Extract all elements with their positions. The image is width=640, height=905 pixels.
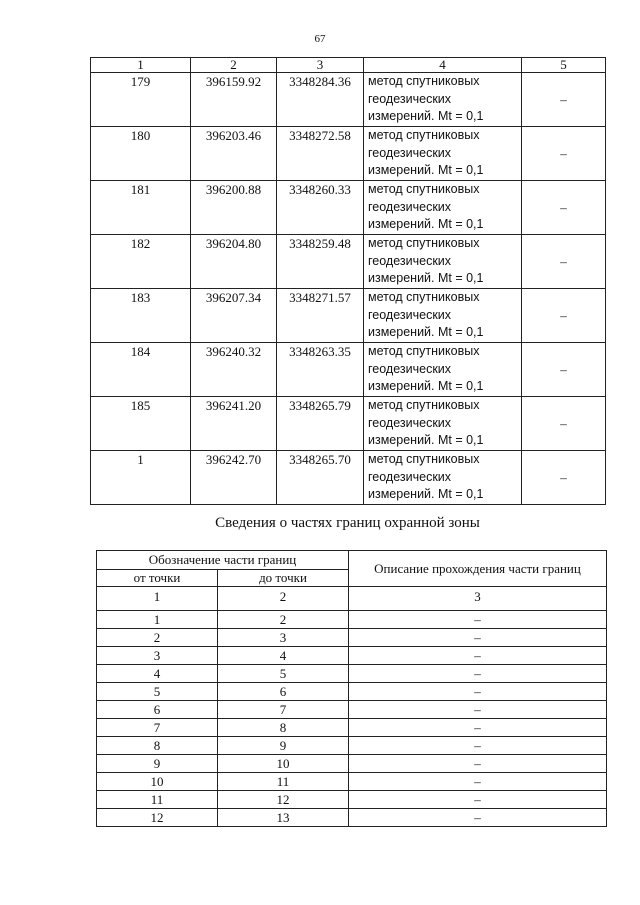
x-coordinate-cell: 396240.32 — [191, 343, 277, 397]
coordinates-row — [91, 181, 606, 235]
to-point-cell: 4 — [218, 647, 349, 665]
to-point-cell: 3 — [218, 629, 349, 647]
boundary-parts-table — [96, 550, 607, 827]
to-point-cell: 10 — [218, 755, 349, 773]
coordinates-row — [91, 127, 606, 181]
description-cell: – — [349, 719, 607, 737]
method-cell — [364, 181, 522, 235]
method-cell — [364, 235, 522, 289]
point-number-cell: 183 — [91, 289, 191, 343]
to-point-cell: 12 — [218, 791, 349, 809]
method-line: метод спутниковых — [368, 74, 480, 88]
coordinates-col-5-header: 5 — [522, 58, 606, 73]
description-cell: – — [349, 791, 607, 809]
parts-number-cell: 1 — [97, 587, 218, 611]
to-point-cell: 2 — [218, 611, 349, 629]
point-number-cell: 180 — [91, 127, 191, 181]
y-coordinate-cell: 3348260.33 — [277, 181, 364, 235]
coordinates-col-1-header: 1 — [91, 58, 191, 73]
to-point-cell: 11 — [218, 773, 349, 791]
parts-number-cell: 2 — [218, 587, 349, 611]
method-line: геодезических — [368, 361, 452, 376]
x-coordinate-cell: 396204.80 — [191, 235, 277, 289]
parts-row — [97, 755, 607, 773]
parts-row — [97, 647, 607, 665]
method-line: метод спутниковых — [368, 452, 480, 466]
to-point-cell: 8 — [218, 719, 349, 737]
coordinates-row — [91, 235, 606, 289]
method-line: геодезических — [368, 253, 452, 268]
parts-row — [97, 791, 607, 809]
from-point-cell: 11 — [97, 791, 218, 809]
from-point-cell: 12 — [97, 809, 218, 827]
coordinates-row — [91, 289, 606, 343]
method-line: метод спутниковых — [368, 236, 480, 250]
description-cell: – — [349, 611, 607, 629]
x-coordinate-cell: 396159.92 — [191, 73, 277, 127]
y-coordinate-cell: 3348265.70 — [277, 451, 364, 505]
method-line: геодезических — [368, 199, 452, 214]
x-coordinate-cell: 396207.34 — [191, 289, 277, 343]
parts-to-header: до точки — [218, 570, 349, 587]
parts-from-header: от точки — [97, 570, 218, 587]
point-number-cell: 182 — [91, 235, 191, 289]
from-point-cell: 8 — [97, 737, 218, 755]
to-point-cell: 13 — [218, 809, 349, 827]
note-cell: – — [522, 343, 606, 397]
method-line: метод спутниковых — [368, 128, 480, 142]
method-line: измерений. Mt = 0,1 — [368, 271, 484, 285]
parts-row — [97, 665, 607, 683]
description-cell: – — [349, 737, 607, 755]
parts-row — [97, 773, 607, 791]
method-cell — [364, 73, 522, 127]
from-point-cell: 2 — [97, 629, 218, 647]
point-number-cell: 185 — [91, 397, 191, 451]
y-coordinate-cell: 3348259.48 — [277, 235, 364, 289]
note-cell: – — [522, 397, 606, 451]
description-cell: – — [349, 773, 607, 791]
from-point-cell: 7 — [97, 719, 218, 737]
parts-number-row — [97, 587, 607, 611]
y-coordinate-cell: 3348284.36 — [277, 73, 364, 127]
parts-row — [97, 701, 607, 719]
x-coordinate-cell: 396200.88 — [191, 181, 277, 235]
y-coordinate-cell: 3348272.58 — [277, 127, 364, 181]
coordinates-col-4-header: 4 — [364, 58, 522, 73]
y-coordinate-cell: 3348263.35 — [277, 343, 364, 397]
method-line: измерений. Mt = 0,1 — [368, 163, 484, 177]
method-line: геодезических — [368, 91, 452, 106]
point-number-cell: 184 — [91, 343, 191, 397]
description-cell: – — [349, 809, 607, 827]
note-cell: – — [522, 73, 606, 127]
coordinates-col-3-header: 3 — [277, 58, 364, 73]
parts-row — [97, 719, 607, 737]
description-cell: – — [349, 755, 607, 773]
method-cell — [364, 451, 522, 505]
page-number: 67 — [314, 33, 326, 45]
coordinates-col-2-header: 2 — [191, 58, 277, 73]
point-number-cell: 179 — [91, 73, 191, 127]
x-coordinate-cell: 396203.46 — [191, 127, 277, 181]
from-point-cell: 5 — [97, 683, 218, 701]
method-cell — [364, 343, 522, 397]
note-cell: – — [522, 181, 606, 235]
x-coordinate-cell: 396242.70 — [191, 451, 277, 505]
description-cell: – — [349, 683, 607, 701]
method-line: метод спутниковых — [368, 182, 480, 196]
x-coordinate-cell: 396241.20 — [191, 397, 277, 451]
coordinates-row — [91, 451, 606, 505]
point-number-cell: 1 — [91, 451, 191, 505]
method-line: измерений. Mt = 0,1 — [368, 433, 484, 447]
parts-row — [97, 611, 607, 629]
method-line: геодезических — [368, 145, 452, 160]
description-cell: – — [349, 665, 607, 683]
method-line: измерений. Mt = 0,1 — [368, 379, 484, 393]
to-point-cell: 9 — [218, 737, 349, 755]
y-coordinate-cell: 3348265.79 — [277, 397, 364, 451]
parts-number-cell: 3 — [349, 587, 607, 611]
coordinates-row — [91, 397, 606, 451]
to-point-cell: 7 — [218, 701, 349, 719]
parts-row — [97, 809, 607, 827]
note-cell: – — [522, 451, 606, 505]
method-line: измерений. Mt = 0,1 — [368, 487, 484, 501]
to-point-cell: 6 — [218, 683, 349, 701]
point-number-cell: 181 — [91, 181, 191, 235]
note-cell: – — [522, 289, 606, 343]
method-line: геодезических — [368, 415, 452, 430]
method-line: метод спутниковых — [368, 344, 480, 358]
parts-desc-header: Описание прохождения части границ — [349, 551, 607, 587]
from-point-cell: 3 — [97, 647, 218, 665]
coordinates-row — [91, 343, 606, 397]
from-point-cell: 9 — [97, 755, 218, 773]
coordinates-table — [90, 57, 606, 505]
method-line: геодезических — [368, 469, 452, 484]
coordinates-header-row — [91, 58, 606, 73]
method-cell — [364, 127, 522, 181]
from-point-cell: 10 — [97, 773, 218, 791]
method-line: геодезических — [368, 307, 452, 322]
coordinates-row — [91, 73, 606, 127]
section-title: Сведения о частях границ охранной зоны — [215, 515, 480, 531]
to-point-cell: 5 — [218, 665, 349, 683]
parts-row — [97, 737, 607, 755]
parts-row — [97, 683, 607, 701]
method-line: измерений. Mt = 0,1 — [368, 109, 484, 123]
parts-row — [97, 629, 607, 647]
method-line: метод спутниковых — [368, 290, 480, 304]
from-point-cell: 6 — [97, 701, 218, 719]
method-cell — [364, 397, 522, 451]
method-line: измерений. Mt = 0,1 — [368, 325, 484, 339]
description-cell: – — [349, 629, 607, 647]
method-line: измерений. Mt = 0,1 — [368, 217, 484, 231]
method-line: метод спутниковых — [368, 398, 480, 412]
y-coordinate-cell: 3348271.57 — [277, 289, 364, 343]
parts-header-row-1 — [97, 551, 607, 570]
description-cell: – — [349, 701, 607, 719]
method-cell — [364, 289, 522, 343]
from-point-cell: 4 — [97, 665, 218, 683]
parts-group-header: Обозначение части границ — [97, 551, 349, 570]
from-point-cell: 1 — [97, 611, 218, 629]
note-cell: – — [522, 127, 606, 181]
description-cell: – — [349, 647, 607, 665]
note-cell: – — [522, 235, 606, 289]
